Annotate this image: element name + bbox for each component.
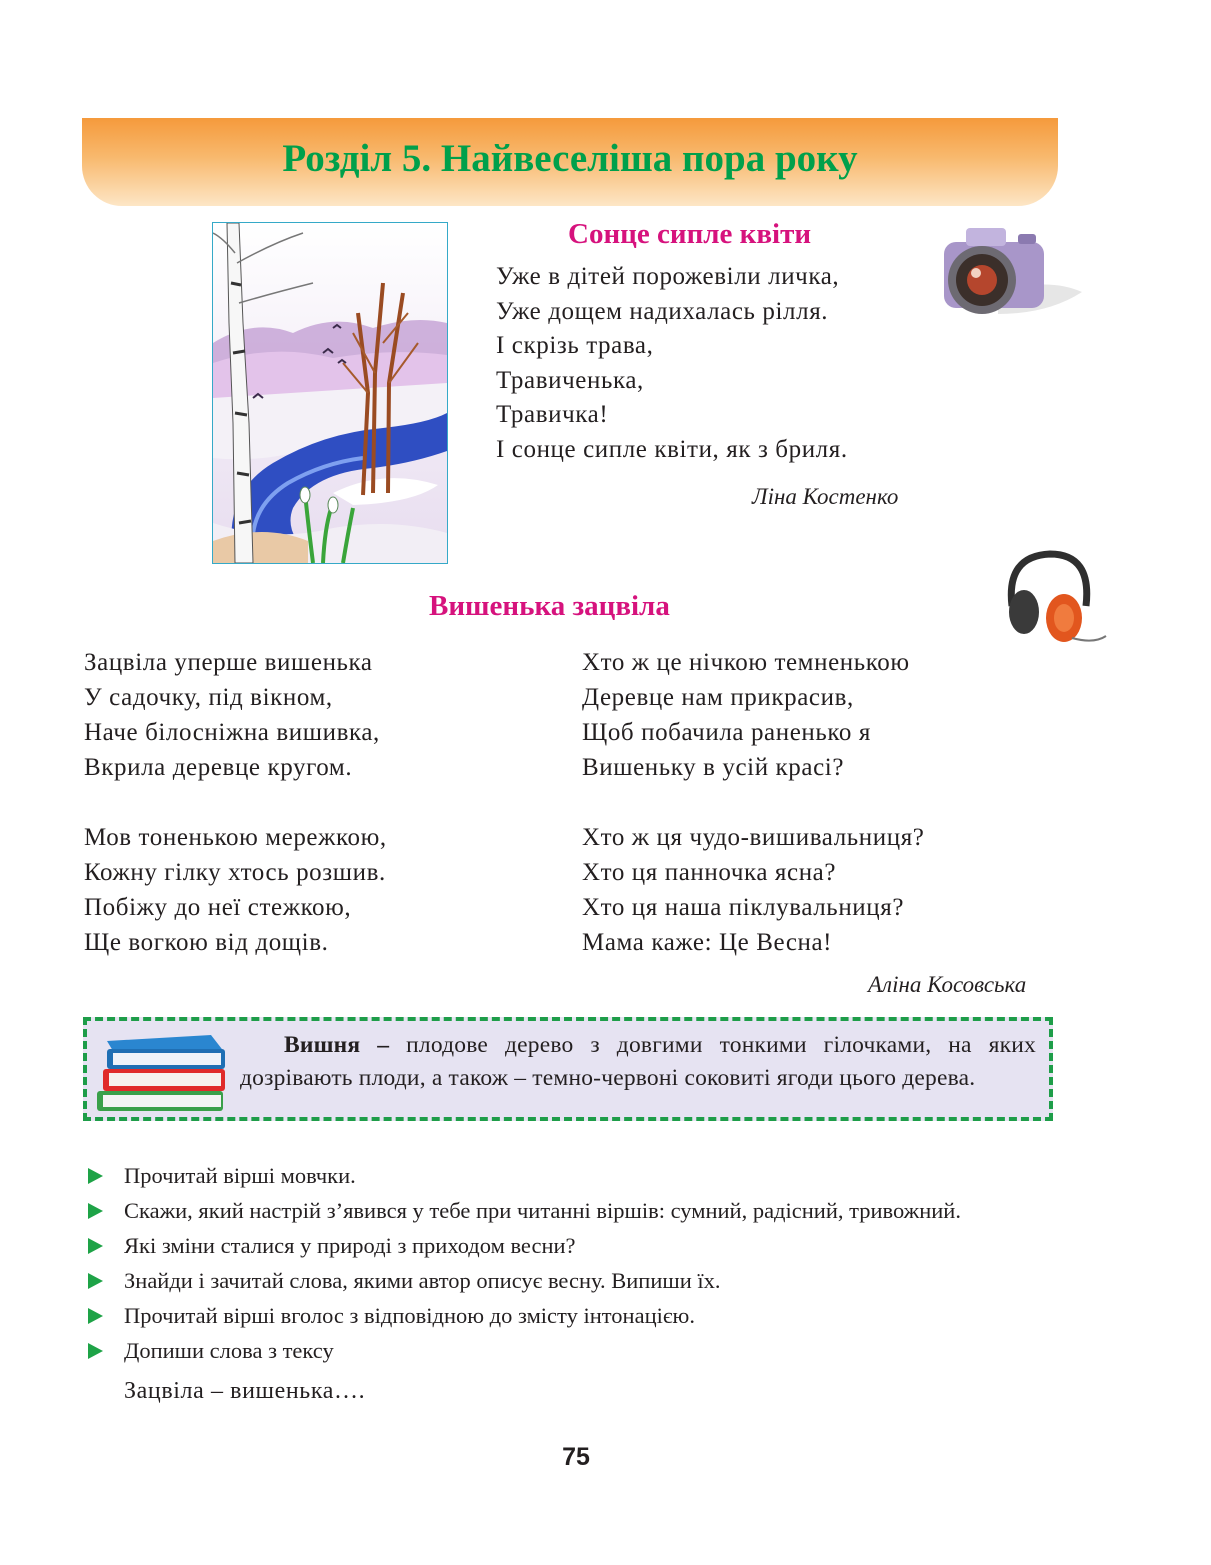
chapter-banner: [82, 118, 1058, 206]
play-bullet-icon: [88, 1273, 103, 1289]
list-item: [84, 1158, 1084, 1193]
play-bullet-icon: [88, 1238, 103, 1254]
definition-box: [83, 1017, 1053, 1121]
poem2-line: Вишеньку в усій красі?: [582, 754, 845, 781]
task-list: [84, 1158, 1084, 1368]
definition-text: [240, 1029, 1036, 1095]
task-label: Знайди і зачитай слова, якими автор описує весну. Випиши їх.: [124, 1268, 721, 1293]
task-label: Які зміни сталися у природі з приходом весни?: [124, 1233, 576, 1258]
poem2-stanza-left-2: [84, 820, 387, 960]
list-item: [84, 1193, 1084, 1228]
spring-landscape-image: [213, 223, 447, 563]
poem2-line: Наче білосніжна вишивка,: [84, 719, 380, 746]
poem2-line: Побіжу до неї стежкою,: [84, 894, 352, 921]
poem1-author: Ліна Костенко: [752, 484, 899, 509]
task-label: Скажи, який настрій з’явився у тебе при читанні віршів: сумний, радісний, тривожний.: [124, 1198, 961, 1223]
task-label: Прочитай вірші вголос з відповідною до змісту інтонацією.: [124, 1303, 695, 1328]
poem2-line: Щоб побачила раненько я: [582, 719, 871, 746]
list-item: [84, 1263, 1084, 1298]
poem1-line: Уже дощем надихалась рілля.: [496, 297, 829, 325]
poem2-stanza-right-1: [582, 645, 910, 785]
poem1-title: Сонце сипле квіти: [568, 218, 812, 250]
play-bullet-icon: [88, 1168, 103, 1184]
poem1-line: Травичка!: [496, 401, 609, 429]
poem2-line: Хто ця панночка ясна?: [582, 859, 837, 886]
poem2-line: Хто ж це нічкою темненькою: [582, 649, 910, 676]
chapter-title: Розділ 5. Найвеселіша пора року: [282, 137, 858, 180]
poem2-line: Хто ця наша піклувальниця?: [582, 894, 905, 921]
play-bullet-icon: [88, 1308, 103, 1324]
poem1-line: І сонце сипле квіти, як з бриля.: [496, 435, 848, 463]
poem1-line: Уже в дітей порожевіли личка,: [496, 263, 840, 290]
poem2-line: Зацвіла уперше вишенька: [84, 649, 373, 676]
spring-illustration: [212, 222, 448, 564]
poem2-line: Кожну гілку хтось розшив.: [84, 859, 386, 886]
poem2-line: Мов тоненькою мережкою,: [84, 824, 387, 851]
list-item: [84, 1333, 1084, 1368]
fill-in-example: Зацвіла – вишенька….: [124, 1378, 366, 1404]
headphones-icon: [998, 548, 1110, 646]
task-label: Прочитай вірші мовчки.: [124, 1163, 356, 1188]
poem2-stanza-right-2: [582, 820, 925, 960]
poem2-line: Деревце нам прикрасив,: [582, 684, 854, 711]
page-number: 75: [562, 1443, 590, 1471]
definition-description: плодове дерево з довгими тонкими гілочками, на яких дозрівають плоди, а також – темно-червоні соковиті ягоди цього дерева.: [240, 1032, 1036, 1091]
poem2-line: Хто ж ця чудо-вишивальниця?: [582, 824, 925, 851]
poem1-line: І скрізь трава,: [496, 332, 654, 360]
poem2-stanza-left-1: [84, 645, 380, 785]
poem2-line: Ще вогкою від дощів.: [84, 929, 329, 956]
list-item: [84, 1298, 1084, 1333]
poem2-title: Вишенька зацвіла: [429, 590, 670, 622]
poem2-line: У садочку, під вікном,: [84, 684, 333, 711]
camera-icon: [938, 222, 1086, 330]
play-bullet-icon: [88, 1343, 103, 1359]
list-item: [84, 1228, 1084, 1263]
poem2-line: Вкрила деревце кругом.: [84, 754, 353, 781]
poem1-line: Травиченька,: [496, 366, 644, 394]
definition-term: Вишня –: [284, 1032, 390, 1058]
task-label: Допиши слова з тексу: [124, 1338, 334, 1363]
poem1-lines: [496, 260, 848, 468]
poem2-line: Мама каже: Це Весна!: [582, 929, 833, 956]
play-bullet-icon: [88, 1203, 103, 1219]
books-icon: [93, 1031, 235, 1119]
poem2-author: Аліна Косовська: [868, 972, 1027, 997]
